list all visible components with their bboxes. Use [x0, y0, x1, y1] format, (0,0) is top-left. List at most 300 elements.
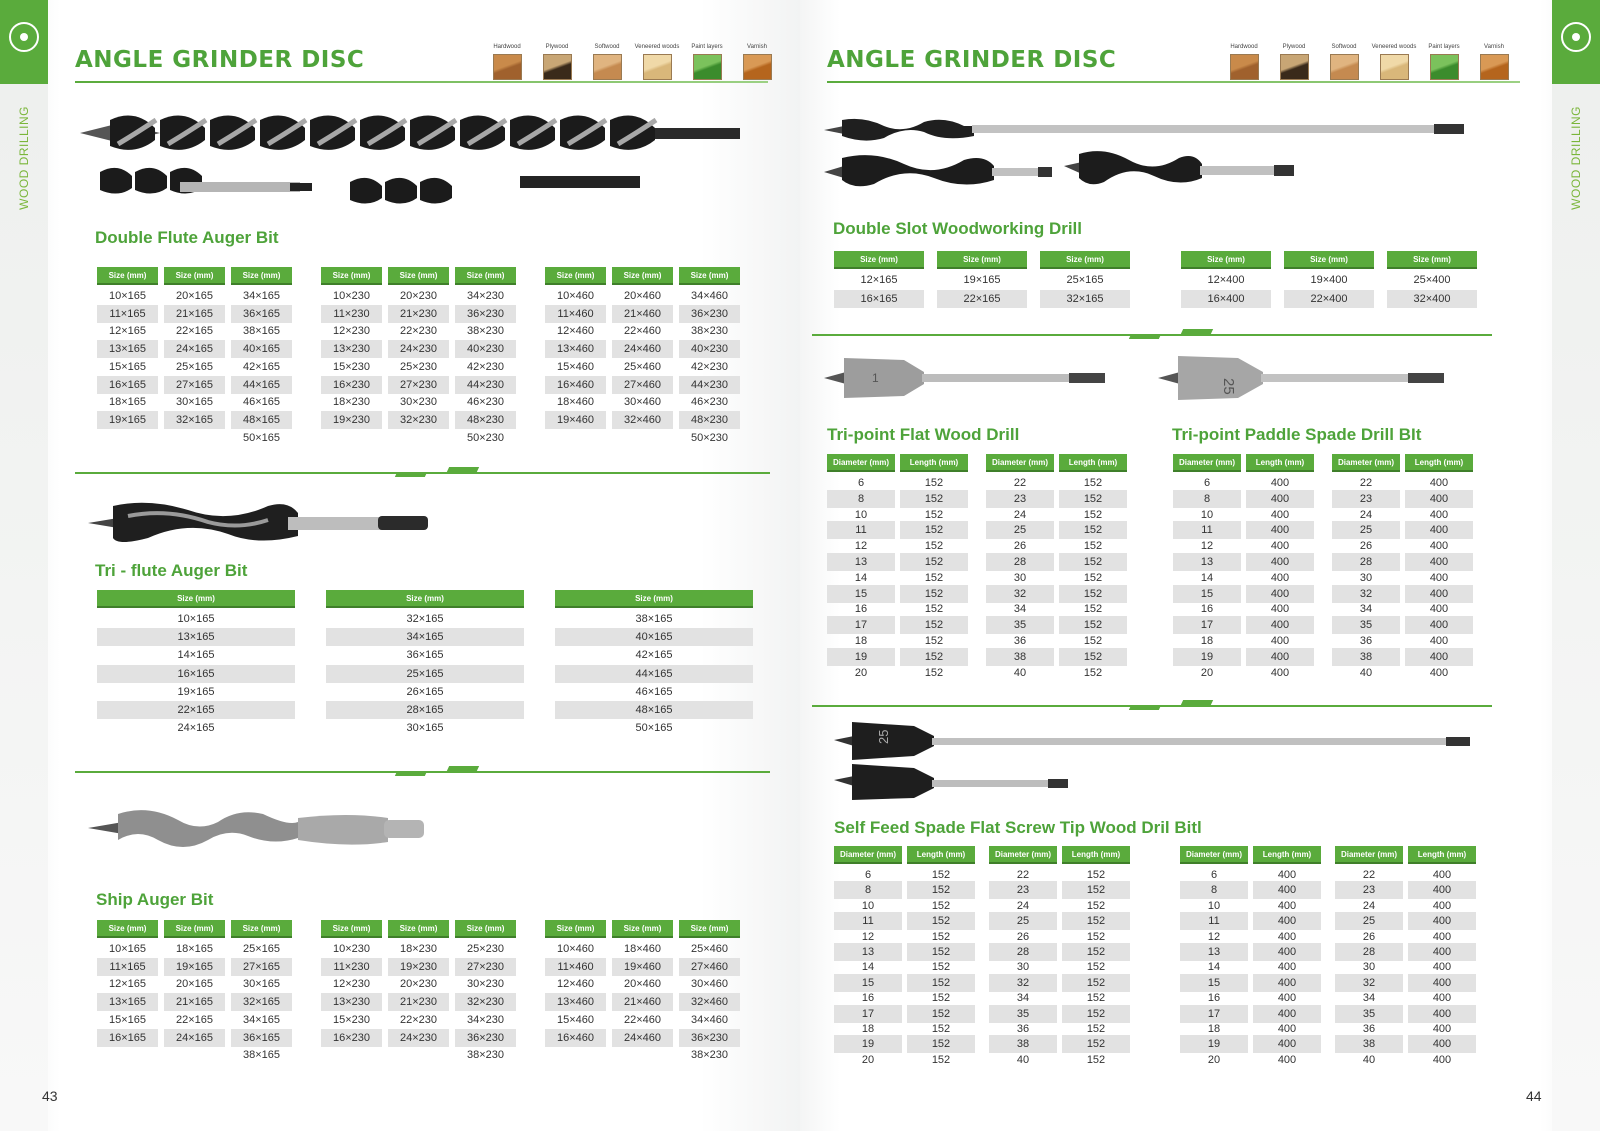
table-cell: 16×460 [545, 1029, 606, 1047]
table-cell: 18 [854, 635, 868, 647]
table-cell: 27×230 [388, 376, 449, 394]
column-header: Diameter (mm) [986, 454, 1054, 472]
table-cell: 10×460 [556, 943, 594, 955]
table-cell: 11×460 [545, 305, 606, 323]
material-swatch-icon [543, 54, 572, 80]
table-cell: 20×460 [623, 290, 661, 302]
table-cell: 10 [1200, 508, 1214, 521]
table-cell: 400 [1405, 521, 1473, 539]
double-flute-auger-bit-image [80, 110, 760, 210]
saw-blade-icon [1561, 22, 1591, 52]
table-cell: 35 [1335, 1005, 1403, 1023]
section-title-double-slot: Double Slot Woodworking Drill [833, 219, 1083, 238]
material-label: Softwood [1331, 44, 1357, 50]
table-cell: 17 [834, 1005, 902, 1023]
material-swatch-icon [643, 54, 672, 80]
table-cell: 13×165 [97, 340, 158, 358]
table-cell: 34 [1362, 992, 1376, 1005]
table-cell: 40 [1016, 1053, 1030, 1066]
table-cell: 34 [1013, 603, 1027, 616]
table-cell: 48×165 [231, 411, 292, 429]
table-cell: 25×165 [175, 360, 213, 373]
table-cell: 28 [1332, 553, 1400, 571]
table-cell: 16×165 [97, 376, 158, 394]
table-cell: 12 [854, 540, 868, 553]
table-cell: 24 [1016, 899, 1030, 912]
material-plywood [1269, 44, 1319, 80]
table-cell: 38×165 [635, 613, 673, 625]
title-underline [827, 81, 1520, 83]
table-cell: 25 [989, 912, 1057, 930]
table-cell: 19×165 [164, 958, 225, 976]
table-cell: 26×165 [406, 685, 444, 698]
table-cell: 11 [827, 521, 895, 539]
table-cell: 18×165 [108, 396, 146, 409]
table-cell: 25×460 [690, 943, 728, 955]
table-cell: 152 [1083, 477, 1103, 489]
divider-accent [395, 472, 427, 477]
material-label: Plywood [1282, 44, 1306, 50]
table-cell: 14 [1200, 571, 1214, 584]
table-cell: 46×165 [635, 685, 673, 698]
table-cell: 50×165 [242, 431, 280, 444]
side-strip [0, 84, 48, 1131]
table-cell: 28×165 [326, 701, 524, 719]
divider-accent [447, 467, 479, 472]
table-cell: 27×165 [231, 958, 292, 976]
table-cell: 10×165 [177, 613, 215, 625]
table-cell: 400 [1429, 508, 1449, 521]
table-cell: 19 [1180, 1035, 1248, 1053]
table-cell: 400 [1277, 869, 1297, 881]
table-cell: 152 [1086, 869, 1106, 881]
table-cell: 26 [1362, 930, 1376, 943]
table-cell: 152 [931, 899, 951, 912]
table-cell: 400 [1270, 571, 1290, 584]
table-cell: 40 [1013, 666, 1027, 679]
material-varnish [1469, 44, 1519, 80]
table-cell: 38×230 [690, 325, 728, 338]
material-varnish [732, 44, 782, 80]
table-cell: 400 [1270, 666, 1290, 679]
column-header: Length (mm) [1059, 454, 1127, 472]
table-cell: 44×165 [555, 665, 753, 683]
table-cell: 152 [1059, 648, 1127, 666]
table-cell: 400 [1277, 1023, 1297, 1035]
table-cell: 400 [1432, 869, 1452, 881]
material-veneered-woods [1369, 44, 1419, 80]
table-cell: 48×230 [455, 411, 516, 429]
table-cell: 400 [1405, 553, 1473, 571]
column-header: Diameter (mm) [827, 454, 895, 472]
material-icons [1219, 44, 1519, 80]
section-title-flat-wood: Tri-point Flat Wood Drill [827, 425, 1020, 444]
divider-accent [1129, 705, 1161, 710]
material-label: Varnish [747, 44, 767, 50]
table-cell: 20×165 [175, 978, 213, 991]
material-label: Varnish [1484, 44, 1504, 50]
material-softwood [582, 44, 632, 80]
table-cell: 22×165 [175, 1013, 213, 1026]
table-cell: 400 [1270, 635, 1290, 647]
table-cell: 13×165 [97, 628, 295, 646]
table-cell: 38 [989, 1035, 1057, 1053]
material-label: Veneered woods [634, 44, 680, 50]
table-cell: 152 [907, 881, 975, 899]
table-cell: 32×165 [231, 993, 292, 1011]
table-cell: 20 [854, 666, 868, 679]
table-cell: 19×400 [1310, 274, 1348, 286]
table-cell: 152 [1083, 603, 1103, 616]
table-cell: 19 [834, 1035, 902, 1053]
table-cell: 400 [1246, 490, 1314, 508]
section-title-paddle: Tri-point Paddle Spade Drill BIt [1172, 425, 1422, 444]
table-cell: 23 [1332, 490, 1400, 508]
table-cell: 152 [1083, 508, 1103, 521]
column-header: Size (mm) [455, 267, 516, 285]
table-cell: 22×165 [97, 701, 295, 719]
table-cell: 15×460 [556, 360, 594, 373]
table-cell: 36 [1013, 635, 1027, 647]
column-header: Size (mm) [164, 920, 225, 938]
column-header: Diameter (mm) [1173, 454, 1241, 472]
table-cell: 25×230 [466, 943, 504, 955]
table-cell: 22×165 [175, 325, 213, 338]
table-cell: 14 [1207, 961, 1221, 974]
table-cell: 19×165 [177, 685, 215, 698]
table-cell: 26 [1013, 540, 1027, 553]
table-cell: 152 [1086, 961, 1106, 974]
table-cell: 40×165 [555, 628, 753, 646]
table-cell: 11 [834, 912, 902, 930]
table-cell: 400 [1277, 992, 1297, 1005]
table-cell: 38 [1335, 1035, 1403, 1053]
table-cell: 400 [1408, 974, 1476, 992]
table-cell: 17 [1180, 1005, 1248, 1023]
table-cell: 20×230 [399, 978, 437, 991]
table-cell: 18×230 [332, 396, 370, 409]
table-cell: 17 [1173, 616, 1241, 634]
table-cell: 19×165 [97, 411, 158, 429]
table-cell: 12×230 [332, 325, 370, 338]
table-cell: 16×165 [97, 1029, 158, 1047]
table-cell: 400 [1277, 961, 1297, 974]
column-header: Length (mm) [1253, 846, 1321, 864]
table-cell: 15×165 [108, 360, 146, 373]
table-cell: 22 [1013, 477, 1027, 489]
column-header: Size (mm) [321, 920, 382, 938]
table-cell: 400 [1253, 974, 1321, 992]
column-header: Length (mm) [1246, 454, 1314, 472]
table-cell: 12×230 [332, 978, 370, 991]
table-cell: 152 [1083, 540, 1103, 553]
column-header: Size (mm) [1040, 251, 1130, 269]
table-cell: 152 [924, 635, 944, 647]
table-cell: 27×460 [612, 376, 673, 394]
saw-blade-icon [9, 22, 39, 52]
table-cell: 30×460 [690, 978, 728, 991]
table-cell: 22 [1016, 869, 1030, 881]
table-cell: 400 [1405, 490, 1473, 508]
material-hardwood [1219, 44, 1269, 80]
self-feed-spade-drill-image [834, 718, 1474, 802]
table-cell: 152 [907, 974, 975, 992]
table-cell: 25×460 [623, 360, 661, 373]
column-header: Diameter (mm) [1335, 846, 1403, 864]
table-cell: 36×230 [679, 1029, 740, 1047]
table-cell: 34×165 [242, 290, 280, 302]
table-cell: 22 [1362, 869, 1376, 881]
table-cell: 152 [1059, 490, 1127, 508]
table-cell: 36 [1359, 635, 1373, 647]
table-cell: 42×230 [690, 360, 728, 373]
table-cell: 10 [861, 899, 875, 912]
table-cell: 400 [1246, 553, 1314, 571]
table-cell: 50×165 [635, 722, 673, 735]
table-cell: 400 [1429, 540, 1449, 553]
table-cell: 38×165 [242, 1049, 280, 1062]
column-header: Length (mm) [900, 454, 968, 472]
table-cell: 18×230 [399, 943, 437, 955]
table-cell: 400 [1270, 477, 1290, 489]
table-cell: 32×165 [164, 411, 225, 429]
column-header: Size (mm) [231, 267, 292, 285]
divider-accent [447, 766, 479, 771]
svg-text:1: 1 [872, 371, 879, 385]
table-cell: 30×460 [623, 396, 661, 409]
table-cell: 25×400 [1413, 274, 1451, 286]
table-cell: 152 [931, 961, 951, 974]
table-cell: 10×230 [332, 290, 370, 302]
column-header: Length (mm) [1062, 846, 1130, 864]
table-cell: 30×230 [399, 396, 437, 409]
table-cell: 34 [1016, 992, 1030, 1005]
table-cell: 32×165 [406, 613, 444, 625]
table-cell: 15×460 [556, 1013, 594, 1026]
table-cell: 152 [907, 1005, 975, 1023]
table-cell: 32×230 [455, 993, 516, 1011]
table-cell: 16×230 [321, 376, 382, 394]
table-cell: 400 [1277, 899, 1297, 912]
svg-text:25: 25 [876, 729, 891, 744]
table-cell: 50×230 [466, 431, 504, 444]
table-cell: 28 [989, 943, 1057, 961]
table-cell: 23 [1335, 881, 1403, 899]
column-header: Size (mm) [612, 267, 673, 285]
table-cell: 13×230 [321, 340, 382, 358]
table-cell: 10 [854, 508, 868, 521]
table-cell: 28 [986, 553, 1054, 571]
table-cell: 10×165 [108, 943, 146, 955]
table-cell: 38×230 [466, 325, 504, 338]
table-cell: 27×230 [455, 958, 516, 976]
table-cell: 8 [1180, 881, 1248, 899]
table-cell: 400 [1405, 585, 1473, 603]
table-cell: 152 [1059, 585, 1127, 603]
table-cell: 36×165 [231, 1029, 292, 1047]
table-cell: 152 [1083, 571, 1103, 584]
table-cell: 11×230 [321, 958, 382, 976]
tri-flute-auger-bit-image [88, 498, 438, 548]
table-cell: 400 [1408, 881, 1476, 899]
table-cell: 20 [1200, 666, 1214, 679]
material-label: Plywood [545, 44, 569, 50]
column-header: Size (mm) [834, 251, 924, 269]
table-cell: 152 [1062, 974, 1130, 992]
table-cell: 21×165 [164, 305, 225, 323]
table-cell: 400 [1432, 992, 1452, 1005]
table-cell: 152 [924, 666, 944, 679]
table-cell: 400 [1246, 521, 1314, 539]
column-header: Length (mm) [907, 846, 975, 864]
table-cell: 24×460 [612, 1029, 673, 1047]
table-cell: 36×230 [455, 305, 516, 323]
table-cell: 400 [1253, 912, 1321, 930]
table-cell: 152 [907, 1035, 975, 1053]
table-cell: 14 [854, 571, 868, 584]
table-cell: 38×230 [690, 1049, 728, 1062]
material-swatch-icon [1380, 54, 1409, 80]
table-cell: 8 [1173, 490, 1241, 508]
right-page [800, 0, 1600, 1131]
table-cell: 30×165 [406, 722, 444, 735]
ship-auger-bit-image [88, 800, 438, 860]
table-cell: 152 [1086, 930, 1106, 943]
table-cell: 26 [1359, 540, 1373, 553]
title-underline [75, 81, 768, 83]
table-cell: 152 [900, 490, 968, 508]
table-cell: 400 [1429, 635, 1449, 647]
material-swatch-icon [1430, 54, 1459, 80]
table-cell: 152 [1062, 1005, 1130, 1023]
table-cell: 400 [1405, 648, 1473, 666]
table-cell: 400 [1432, 899, 1452, 912]
table-cell: 13×230 [321, 993, 382, 1011]
table-cell: 16 [1200, 603, 1214, 616]
section-title-double-flute: Double Flute Auger Bit [95, 228, 279, 247]
table-cell: 42×230 [466, 360, 504, 373]
table-cell: 40 [1362, 1053, 1376, 1066]
table-cell: 26 [1016, 930, 1030, 943]
table-cell: 32 [986, 585, 1054, 603]
table-cell: 400 [1432, 1053, 1452, 1066]
table-cell: 13×165 [97, 993, 158, 1011]
table-cell: 23 [989, 881, 1057, 899]
table-cell: 18 [1200, 635, 1214, 647]
table-cell: 400 [1429, 477, 1449, 489]
table-cell: 400 [1253, 1005, 1321, 1023]
table-cell: 152 [1086, 1053, 1106, 1066]
table-cell: 34×230 [466, 1013, 504, 1026]
table-cell: 8 [834, 881, 902, 899]
table-cell: 152 [931, 992, 951, 1005]
material-icons [482, 44, 782, 80]
table-cell: 18×165 [175, 943, 213, 955]
table-cell: 152 [931, 1053, 951, 1066]
page-number: 44 [1526, 1088, 1542, 1104]
table-cell: 400 [1246, 616, 1314, 634]
table-cell: 20×460 [623, 978, 661, 991]
table-cell: 152 [1062, 943, 1130, 961]
table-cell: 400 [1408, 912, 1476, 930]
page-number: 43 [42, 1088, 58, 1104]
table-cell: 27×165 [164, 376, 225, 394]
material-swatch-icon [1230, 54, 1259, 80]
page-title: ANGLE GRINDER DISC [827, 47, 1117, 73]
table-cell: 44×230 [679, 376, 740, 394]
material-softwood [1319, 44, 1369, 80]
material-paint-layers [1419, 44, 1469, 80]
table-cell: 35 [1332, 616, 1400, 634]
table-cell: 16×460 [545, 376, 606, 394]
table-cell: 18×460 [556, 396, 594, 409]
table-cell: 6 [864, 869, 872, 881]
table-cell: 16 [861, 992, 875, 1005]
section-title-self-feed: Self Feed Spade Flat Screw Tip Wood Dril Bitl [834, 818, 1202, 837]
table-cell: 36×165 [406, 649, 444, 662]
table-cell: 152 [924, 603, 944, 616]
column-header: Size (mm) [937, 251, 1027, 269]
table-cell: 400 [1408, 1035, 1476, 1053]
table-cell: 400 [1253, 943, 1321, 961]
column-header: Size (mm) [1181, 251, 1271, 269]
table-cell: 24×165 [177, 722, 215, 735]
divider-accent [1129, 334, 1161, 339]
table-cell: 11 [1173, 521, 1241, 539]
material-swatch-icon [693, 54, 722, 80]
material-hardwood [482, 44, 532, 80]
table-cell: 400 [1253, 1035, 1321, 1053]
table-cell: 152 [931, 1023, 951, 1035]
column-header: Diameter (mm) [1180, 846, 1248, 864]
table-cell: 12×165 [108, 978, 146, 991]
table-cell: 152 [924, 508, 944, 521]
material-swatch-icon [1280, 54, 1309, 80]
table-cell: 44×165 [231, 376, 292, 394]
material-swatch-icon [493, 54, 522, 80]
page-title: ANGLE GRINDER DISC [75, 47, 365, 73]
column-header: Diameter (mm) [834, 846, 902, 864]
table-cell: 12×165 [108, 325, 146, 338]
table-cell: 18×460 [623, 943, 661, 955]
table-cell: 400 [1432, 930, 1452, 943]
table-cell: 152 [931, 869, 951, 881]
table-cell: 16×400 [1181, 290, 1271, 308]
table-cell: 38 [1332, 648, 1400, 666]
column-header: Size (mm) [97, 590, 295, 608]
divider-accent [395, 771, 427, 776]
table-cell: 152 [1062, 881, 1130, 899]
table-cell: 6 [1210, 869, 1218, 881]
table-cell: 28 [1335, 943, 1403, 961]
table-cell: 19 [827, 648, 895, 666]
table-cell: 42×165 [635, 649, 673, 662]
material-label: Hardwood [493, 44, 521, 50]
table-cell: 30×230 [466, 978, 504, 991]
table-cell: 46×165 [242, 396, 280, 409]
table-cell: 21×230 [388, 993, 449, 1011]
table-cell: 22×460 [623, 325, 661, 338]
table-cell: 15×230 [332, 360, 370, 373]
column-header: Size (mm) [1387, 251, 1477, 269]
column-header: Size (mm) [164, 267, 225, 285]
material-paint-layers [682, 44, 732, 80]
table-cell: 18 [1207, 1023, 1221, 1035]
table-cell: 15×165 [108, 1013, 146, 1026]
table-cell: 22×400 [1284, 290, 1374, 308]
column-header: Size (mm) [388, 920, 449, 938]
column-header: Size (mm) [612, 920, 673, 938]
